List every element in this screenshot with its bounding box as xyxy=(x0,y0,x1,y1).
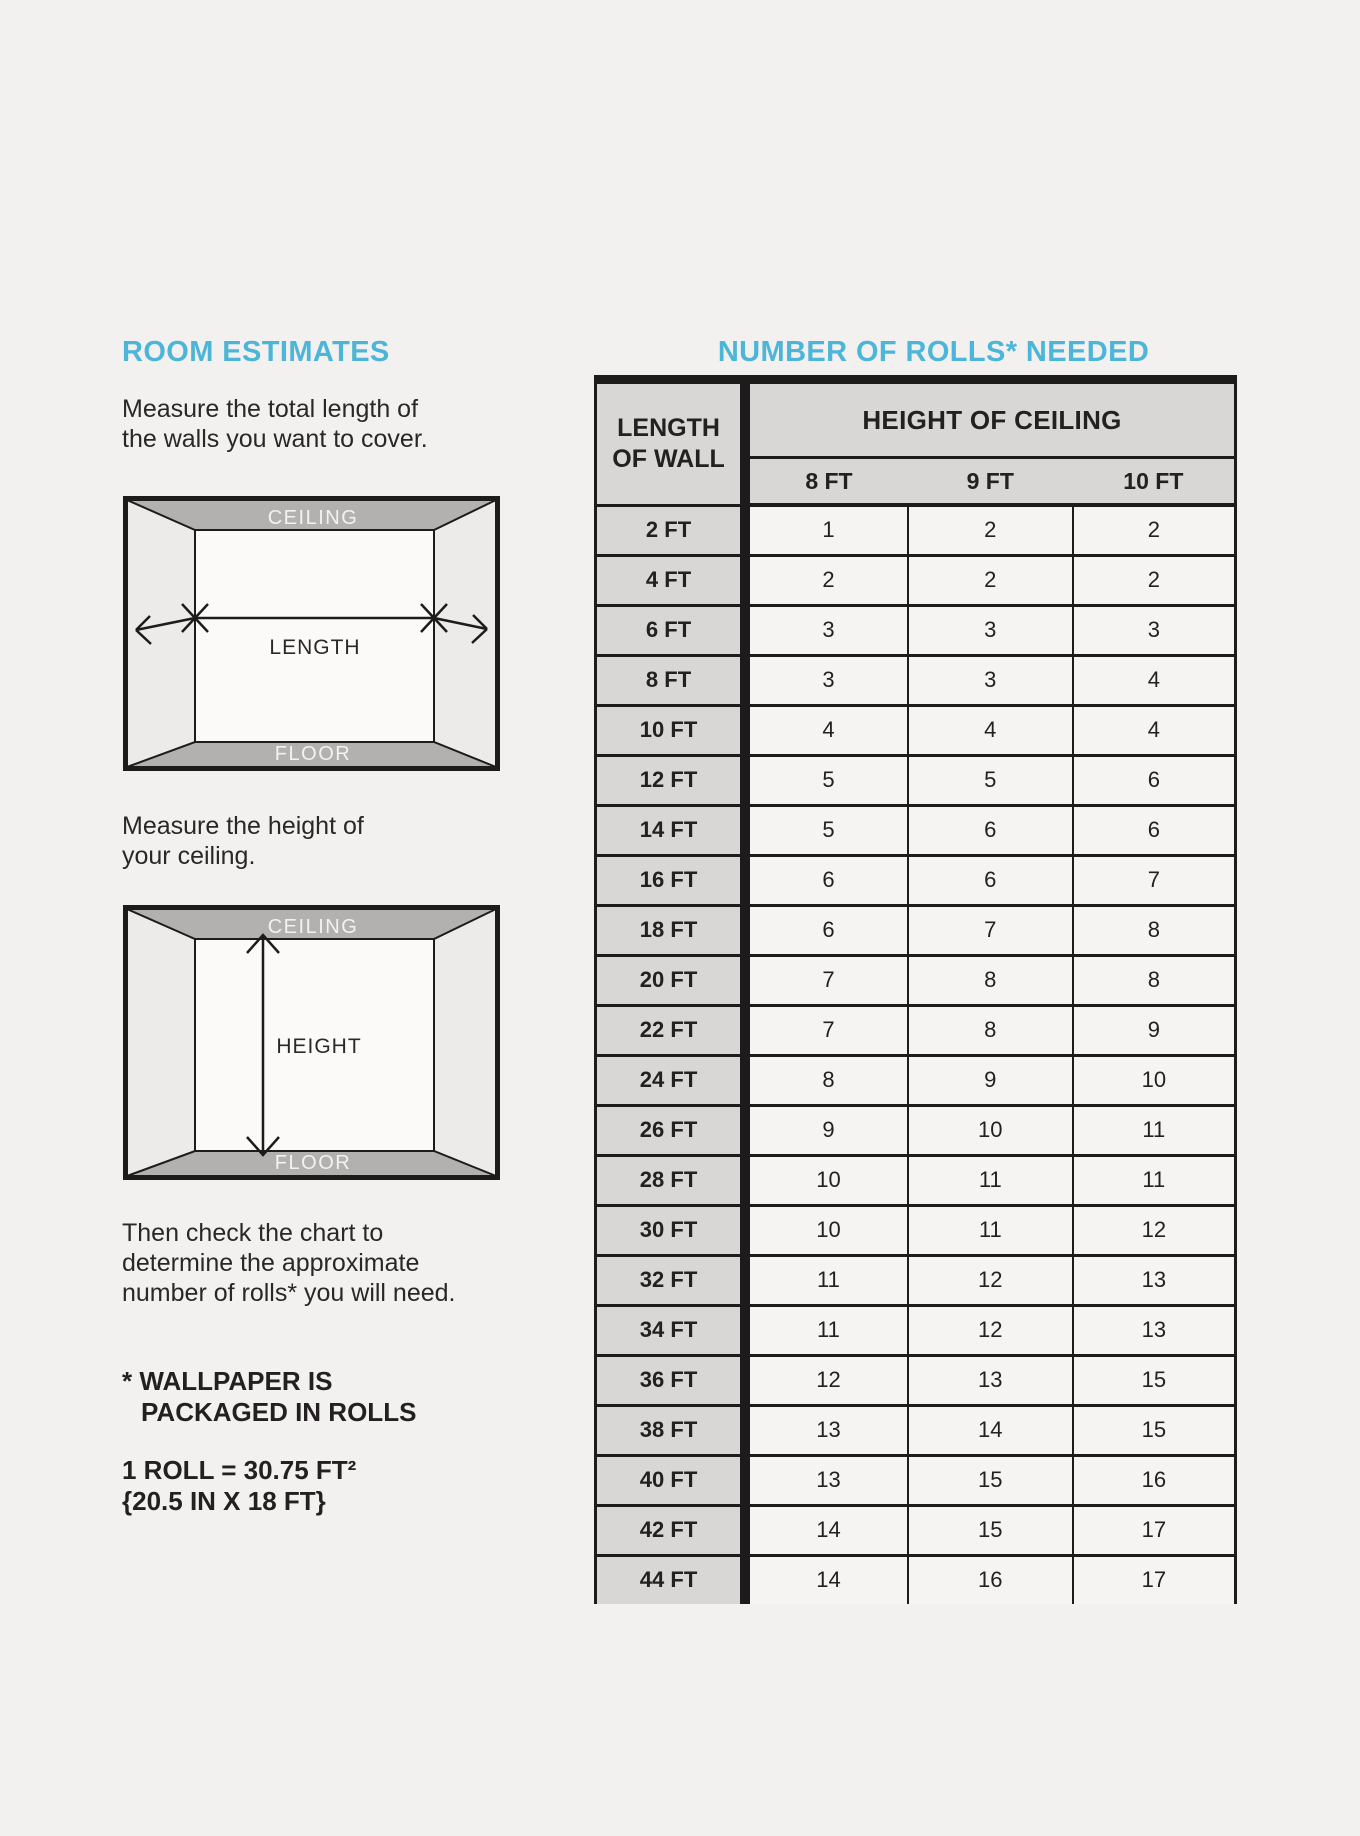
rolls-8ft-cell: 11 xyxy=(745,1255,908,1305)
rolls-8ft-cell: 13 xyxy=(745,1405,908,1455)
wall-length-cell: 14 FT xyxy=(596,805,746,855)
rolls-10ft-cell: 7 xyxy=(1073,855,1236,905)
table-row xyxy=(596,1005,1236,1055)
rolls-8ft-cell: 7 xyxy=(745,955,908,1005)
rolls-10ft-cell: 2 xyxy=(1073,505,1236,555)
wall-length-cell: 16 FT xyxy=(596,855,746,905)
rolls-9ft-cell: 11 xyxy=(908,1155,1073,1205)
paragraph-line: your ceiling. xyxy=(122,842,256,870)
rolls-10ft-cell: 17 xyxy=(1073,1555,1236,1604)
rolls-8ft-cell: 12 xyxy=(745,1355,908,1405)
rolls-10ft-cell: 6 xyxy=(1073,755,1236,805)
rolls-10ft-cell: 6 xyxy=(1073,805,1236,855)
rolls-8ft-cell: 3 xyxy=(745,655,908,705)
table-row xyxy=(596,1305,1236,1355)
note-line: PACKAGED IN ROLLS xyxy=(141,1397,417,1427)
table-row xyxy=(596,555,1236,605)
ceiling-label: CEILING xyxy=(267,507,359,529)
rolls-9ft-cell: 13 xyxy=(908,1355,1073,1405)
wall-length-cell: 20 FT xyxy=(596,955,746,1005)
rolls-8ft-cell: 6 xyxy=(745,855,908,905)
rolls-10ft-cell: 13 xyxy=(1073,1305,1236,1355)
rolls-8ft-cell: 7 xyxy=(745,1005,908,1055)
rolls-8ft-cell: 6 xyxy=(745,905,908,955)
wall-length-cell: 44 FT xyxy=(596,1555,746,1604)
wall-length-cell: 42 FT xyxy=(596,1505,746,1555)
wall-length-cell: 10 FT xyxy=(596,705,746,755)
table-row xyxy=(596,1255,1236,1305)
rolls-10ft-cell: 12 xyxy=(1073,1205,1236,1255)
paragraph-line: Measure the height of xyxy=(122,812,364,840)
rolls-8ft-cell: 11 xyxy=(745,1305,908,1355)
table-row xyxy=(596,1405,1236,1455)
rolls-9ft-cell: 15 xyxy=(908,1505,1073,1555)
wall-length-cell: 34 FT xyxy=(596,1305,746,1355)
rolls-9ft-cell: 8 xyxy=(908,1005,1073,1055)
rolls-10ft-cell: 8 xyxy=(1073,905,1236,955)
height-label: HEIGHT xyxy=(276,1035,362,1058)
table-row xyxy=(596,955,1236,1005)
rolls-10ft-cell: 11 xyxy=(1073,1105,1236,1155)
measure-height-paragraph xyxy=(122,811,364,871)
table-row xyxy=(596,805,1236,855)
wall-length-cell: 12 FT xyxy=(596,755,746,805)
rolls-8ft-cell: 5 xyxy=(745,755,908,805)
rolls-9ft-cell: 12 xyxy=(908,1255,1073,1305)
rolls-9ft-cell: 10 xyxy=(908,1105,1073,1155)
measure-length-paragraph xyxy=(122,394,428,454)
table-row xyxy=(596,1555,1236,1604)
table-row xyxy=(596,655,1236,705)
roll-size-line: 1 ROLL = 30.75 FT² xyxy=(122,1455,357,1485)
table-row xyxy=(596,705,1236,755)
wall-length-cell: 32 FT xyxy=(596,1255,746,1305)
rolls-10ft-cell: 15 xyxy=(1073,1355,1236,1405)
rolls-10ft-cell: 10 xyxy=(1073,1055,1236,1105)
floor-label: FLOOR xyxy=(274,1152,352,1174)
table-row xyxy=(596,1205,1236,1255)
table-row xyxy=(596,1355,1236,1405)
rolls-9ft-cell: 8 xyxy=(908,955,1073,1005)
rolls-9ft-cell: 3 xyxy=(908,605,1073,655)
table-row xyxy=(596,1505,1236,1555)
rolls-8ft-cell: 5 xyxy=(745,805,908,855)
length-label: LENGTH xyxy=(269,636,361,659)
rolls-9ft-cell: 15 xyxy=(908,1455,1073,1505)
wall-length-cell: 38 FT xyxy=(596,1405,746,1455)
rolls-10ft-cell: 2 xyxy=(1073,555,1236,605)
paragraph-line: determine the approximate xyxy=(122,1249,420,1277)
wall-length-cell: 40 FT xyxy=(596,1455,746,1505)
rolls-9ft-cell: 12 xyxy=(908,1305,1073,1355)
rolls-10ft-cell: 8 xyxy=(1073,955,1236,1005)
number-of-rolls-title: NUMBER OF ROLLS* NEEDED xyxy=(717,336,1150,368)
rolls-8ft-cell: 10 xyxy=(745,1155,908,1205)
rolls-10ft-cell: 16 xyxy=(1073,1455,1236,1505)
rolls-9ft-cell: 2 xyxy=(908,555,1073,605)
rolls-10ft-cell: 3 xyxy=(1073,605,1236,655)
wall-length-cell: 36 FT xyxy=(596,1355,746,1405)
rolls-9ft-cell: 14 xyxy=(908,1405,1073,1455)
rolls-10ft-cell: 17 xyxy=(1073,1505,1236,1555)
wall-length-cell: 2 FT xyxy=(596,505,746,555)
wall-length-cell: 22 FT xyxy=(596,1005,746,1055)
rolls-9ft-cell: 3 xyxy=(908,655,1073,705)
floor-label: FLOOR xyxy=(274,743,352,765)
rolls-8ft-cell: 2 xyxy=(745,555,908,605)
header-line: LENGTH xyxy=(617,413,720,442)
table-row xyxy=(596,1455,1236,1505)
rolls-9ft-cell: 5 xyxy=(908,755,1073,805)
rolls-8ft-cell: 3 xyxy=(745,605,908,655)
wall-length-cell: 18 FT xyxy=(596,905,746,955)
wall-length-cell: 8 FT xyxy=(596,655,746,705)
rolls-8ft-cell: 9 xyxy=(745,1105,908,1155)
rolls-8ft-cell: 1 xyxy=(745,505,908,555)
rolls-9ft-cell: 11 xyxy=(908,1205,1073,1255)
wall-length-cell: 24 FT xyxy=(596,1055,746,1105)
rolls-9ft-cell: 6 xyxy=(908,855,1073,905)
table-row xyxy=(596,1105,1236,1155)
col-header-10ft: 10 FT xyxy=(1073,458,1236,506)
rolls-8ft-cell: 13 xyxy=(745,1455,908,1505)
height-of-ceiling-header: HEIGHT OF CEILING xyxy=(745,380,1235,458)
rolls-8ft-cell: 4 xyxy=(745,705,908,755)
room-length-diagram xyxy=(123,496,500,771)
check-chart-paragraph xyxy=(122,1218,456,1308)
table-row xyxy=(596,855,1236,905)
rolls-9ft-cell: 2 xyxy=(908,505,1073,555)
room-height-diagram xyxy=(123,905,500,1180)
length-of-wall-header xyxy=(596,380,746,506)
table-row xyxy=(596,1055,1236,1105)
rolls-8ft-cell: 8 xyxy=(745,1055,908,1105)
wall-length-cell: 28 FT xyxy=(596,1155,746,1205)
rolls-8ft-cell: 10 xyxy=(745,1205,908,1255)
rolls-9ft-cell: 9 xyxy=(908,1055,1073,1105)
paragraph-line: Then check the chart to xyxy=(122,1219,384,1247)
paragraph-line: the walls you want to cover. xyxy=(122,425,428,453)
wallpaper-packaging-note xyxy=(122,1366,416,1428)
header-line: OF WALL xyxy=(612,444,725,473)
wall-length-cell: 6 FT xyxy=(596,605,746,655)
rolls-9ft-cell: 16 xyxy=(908,1555,1073,1604)
table-row xyxy=(596,605,1236,655)
rolls-10ft-cell: 15 xyxy=(1073,1405,1236,1455)
rolls-9ft-cell: 4 xyxy=(908,705,1073,755)
table-row xyxy=(596,755,1236,805)
table-row xyxy=(596,1155,1236,1205)
table-row xyxy=(596,505,1236,555)
rolls-9ft-cell: 6 xyxy=(908,805,1073,855)
note-line: * WALLPAPER IS xyxy=(122,1366,333,1396)
rolls-10ft-cell: 4 xyxy=(1073,655,1236,705)
roll-size-line: {20.5 IN X 18 FT} xyxy=(122,1486,326,1516)
rolls-8ft-cell: 14 xyxy=(745,1555,908,1604)
rolls-needed-table xyxy=(594,375,1237,1604)
rolls-10ft-cell: 11 xyxy=(1073,1155,1236,1205)
col-header-9ft: 9 FT xyxy=(908,458,1073,506)
table-header-row-1 xyxy=(596,380,1236,458)
col-header-8ft: 8 FT xyxy=(745,458,908,506)
table-row xyxy=(596,905,1236,955)
wall-length-cell: 26 FT xyxy=(596,1105,746,1155)
rolls-9ft-cell: 7 xyxy=(908,905,1073,955)
roll-size-info xyxy=(122,1455,356,1517)
room-estimates-title: ROOM ESTIMATES xyxy=(122,336,390,368)
wall-length-cell: 4 FT xyxy=(596,555,746,605)
ceiling-label: CEILING xyxy=(267,916,359,938)
rolls-10ft-cell: 13 xyxy=(1073,1255,1236,1305)
rolls-8ft-cell: 14 xyxy=(745,1505,908,1555)
paragraph-line: Measure the total length of xyxy=(122,395,419,423)
rolls-10ft-cell: 4 xyxy=(1073,705,1236,755)
paragraph-line: number of rolls* you will need. xyxy=(122,1279,456,1307)
wall-length-cell: 30 FT xyxy=(596,1205,746,1255)
rolls-10ft-cell: 9 xyxy=(1073,1005,1236,1055)
